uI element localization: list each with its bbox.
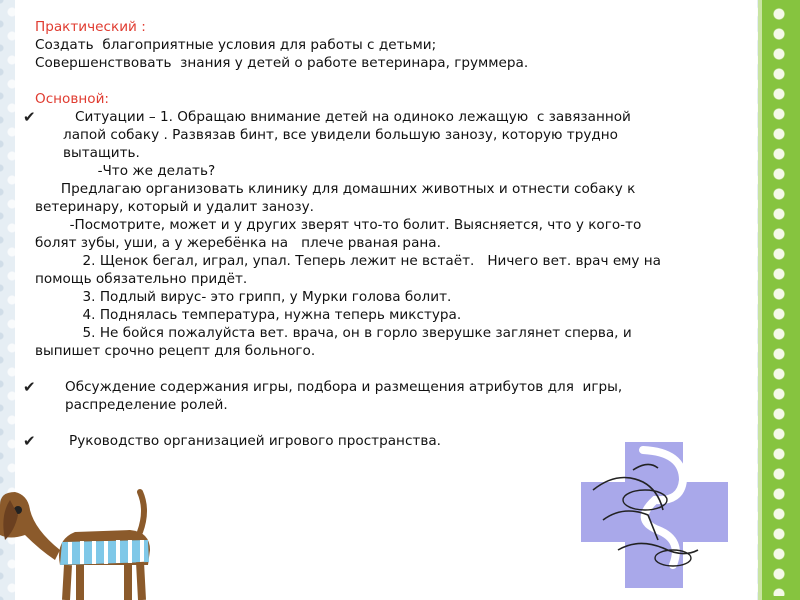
- situation-line: -Посмотрите, может и у других зверят что-то болит. Выясняется, что у кого-то: [35, 217, 642, 233]
- veterinary-cross-logo: [563, 430, 738, 595]
- discussion-bullet: [23, 378, 735, 414]
- situation-line: 5. Не бойся пожалуйста вет. врача, он в горло зверушке заглянет сперва, и: [35, 325, 632, 341]
- situation-line: помощь обязательно придёт.: [35, 271, 248, 287]
- situation-line: Ситуации – 1. Обращаю внимание детей на одиноко лежащую с завязанной: [75, 109, 631, 125]
- situation-line: ветеринару, который и удалит занозу.: [35, 199, 314, 215]
- slide-content: [23, 18, 735, 450]
- practical-line-2: Совершенствовать знания у детей о работе ветеринара, груммера.: [35, 55, 529, 71]
- situation-bullet: [23, 108, 735, 360]
- situation-line: 4. Поднялась температура, нужна теперь микстура.: [35, 307, 462, 323]
- main-heading: Основной:: [35, 91, 110, 107]
- practical-heading: Практический :: [35, 19, 146, 35]
- situation-line: Предлагаю организовать клинику для домашних животных и отнести собаку к: [35, 181, 636, 197]
- management-line: Руководство организацией игрового пространства.: [69, 433, 442, 449]
- checkmark-icon: ✔: [23, 108, 36, 126]
- discussion-line: распределение ролей.: [65, 397, 228, 413]
- situation-line: болят зубы, уши, а у жеребёнка на плече рваная рана.: [35, 235, 441, 251]
- situation-line: -Что же делать?: [63, 163, 216, 179]
- situation-line: выпишет срочно рецепт для больного.: [35, 343, 316, 359]
- checkmark-icon: ✔: [23, 432, 36, 450]
- practical-line-1: Создать благоприятные условия для работы с детьми;: [35, 37, 437, 53]
- dog-illustration: [0, 470, 165, 600]
- checkmark-icon: ✔: [23, 378, 36, 396]
- discussion-line: Обсуждение содержания игры, подбора и размещения атрибутов для игры,: [65, 379, 623, 395]
- decorative-side-border: [758, 0, 800, 600]
- situation-line: вытащить.: [63, 145, 140, 161]
- situation-line: лапой собаку . Развязав бинт, все увидели большую занозу, которую трудно: [63, 127, 618, 143]
- situation-line: 2. Щенок бегал, играл, упал. Теперь лежит не встаёт. Ничего вет. врач ему на: [35, 253, 662, 269]
- situation-line: 3. Подлый вирус- это грипп, у Мурки голова болит.: [35, 289, 452, 305]
